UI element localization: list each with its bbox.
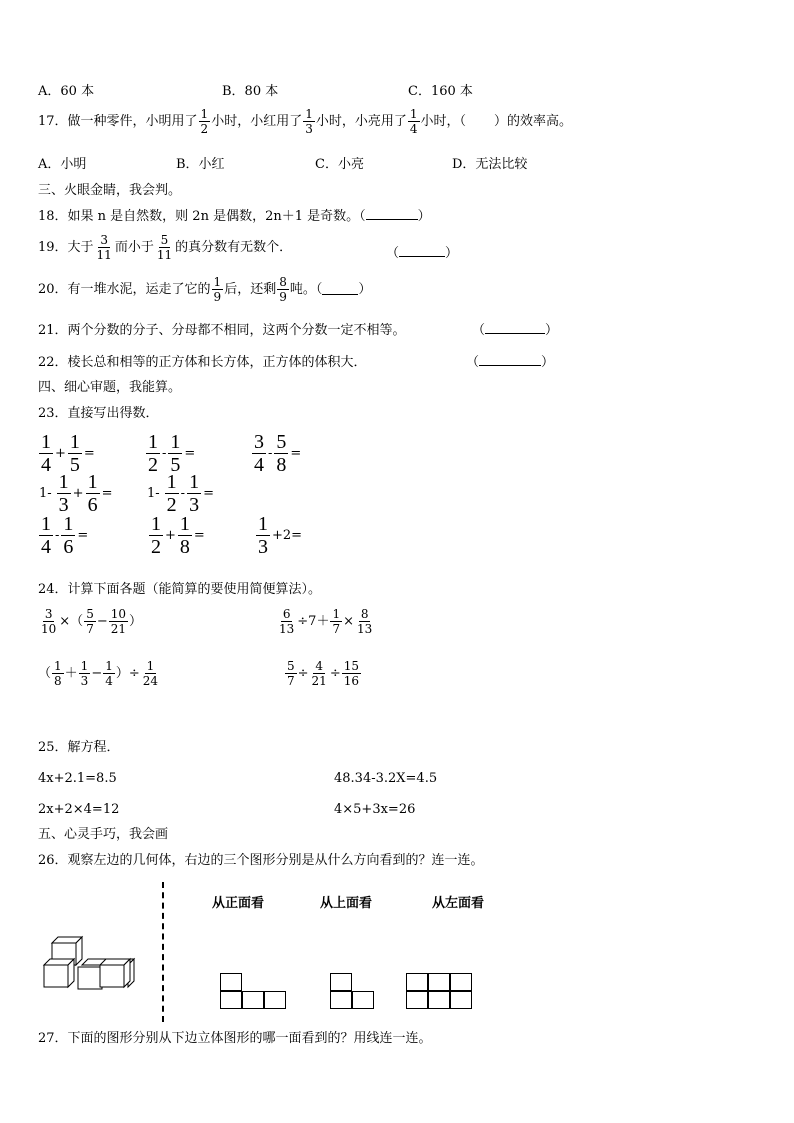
label-front-view: 从正面看 — [212, 896, 265, 911]
q17-frac-3: $\frac{1}{4}$ — [409, 107, 418, 136]
question-18 — [38, 210, 431, 223]
q24-problem-4: $\frac{5}{7}$ ÷ $\frac{4}{21}$ ÷ $\frac{15}{16}$ — [287, 659, 360, 688]
q24-problem-2: $\frac{6}{13}$ ÷7＋ $\frac{1}{7}$ × $\frac{8}{13}$ — [279, 607, 373, 636]
question-17 — [38, 108, 572, 135]
q22-answer: （ ） — [466, 355, 555, 370]
q19-lead: 19．大于 — [38, 240, 94, 255]
question-21-text: 21．两个分数的分子、分母都不相同，这两个分数一定不相等。 — [38, 323, 406, 338]
q17-lead: 17．做一种零件，小明用了 — [38, 114, 198, 129]
section-4-heading: 四、细心审题，我能算。 — [38, 380, 182, 395]
question-25-title: 25．解方程． — [38, 740, 120, 755]
view-figure-3[interactable] — [406, 973, 472, 1009]
q17-text-1: 小时，小红用了 — [211, 114, 303, 129]
label-top-view: 从上面看 — [320, 896, 373, 911]
question-22-text: 22．棱长总和相等的正方体和长方体，正方体的体积大． — [38, 355, 367, 370]
q25-equation-2: 48.34-3.2X=4.5 — [334, 771, 438, 786]
q19-frac-2: $\frac{5}{11}$ — [156, 233, 173, 262]
q16-option-c: C．160 本 — [408, 84, 473, 99]
q25-equation-4: 4×5+3x=26 — [334, 802, 416, 817]
q24-problem-3: （ $\frac{1}{8}$ ＋ $\frac{1}{3}$ − $\frac{1}{4}$ ）÷ $\frac{1}{24}$ — [38, 659, 159, 688]
q20-answer-blank[interactable] — [322, 294, 358, 295]
q20-tail: 吨。（ — [289, 282, 323, 297]
q17-frac-1: $\frac{1}{2}$ — [200, 107, 209, 136]
question-26-title: 26．观察左边的几何体，右边的三个图形分别是从什么方向看到的？连一连。 — [38, 853, 484, 868]
q16-option-b: B．80 本 — [222, 84, 279, 99]
q19-frac-1: $\frac{3}{11}$ — [96, 233, 112, 262]
q20-mid: 后，还剩 — [224, 282, 277, 297]
q23-expr-3: $\frac{3}{4}$ - $\frac{5}{8}$ = — [254, 431, 302, 476]
q24-problem-1: $\frac{3}{10}$ ×（ $\frac{5}{7}$ − $\frac{10}{21}$ ） — [41, 607, 143, 636]
question-24-title: 24．计算下面各题（能简算的要使用简便算法）。 — [38, 582, 322, 597]
q17-option-d: D．无法比较 — [452, 157, 528, 172]
q17-option-c: C．小亮 — [315, 157, 364, 172]
q19-answer-blank[interactable] — [399, 256, 445, 257]
q19-tail: 的真分数有无数个． — [175, 240, 293, 255]
q23-expr-6: $\frac{1}{4}$ - $\frac{1}{6}$ = — [41, 513, 89, 558]
q19-mid: 而小于 — [114, 240, 154, 255]
q22-answer-blank[interactable] — [479, 365, 541, 366]
label-left-view: 从左面看 — [432, 896, 485, 911]
q23-expr-4: 1- $\frac{1}{3}$ + $\frac{1}{6}$ = — [39, 471, 113, 516]
q19-answer: （ ） — [386, 246, 459, 261]
q20-close: ） — [358, 282, 372, 297]
q23-expr-5: 1- $\frac{1}{2}$ - $\frac{1}{3}$ = — [147, 471, 214, 516]
question-20 — [38, 276, 371, 303]
q17-frac-2: $\frac{1}{3}$ — [305, 107, 313, 136]
q25-equation-3: 2x+2×4=12 — [38, 802, 120, 817]
q18-answer-blank[interactable] — [366, 219, 418, 220]
view-figure-2[interactable] — [330, 973, 374, 1009]
q21-answer: （ ） — [472, 323, 559, 338]
q21-answer-blank[interactable] — [485, 333, 545, 334]
q17-option-a: A．小明 — [38, 157, 87, 172]
question-27-title: 27．下面的图形分别从下边立体图形的哪一面看到的？用线连一连。 — [38, 1031, 432, 1046]
view-figure-1[interactable] — [220, 973, 286, 1009]
q20-frac-1: $\frac{1}{9}$ — [213, 275, 222, 304]
q23-expr-1: $\frac{1}{4}$ + $\frac{1}{5}$ = — [41, 431, 95, 476]
q17-option-b: B．小红 — [176, 157, 225, 172]
q16-option-a: A．60 本 — [38, 84, 95, 99]
vertical-divider — [162, 882, 164, 1022]
q23-expr-8: $\frac{1}{3}$ +2= — [258, 513, 303, 558]
q18-text: 18．如果 n 是自然数，则 2n 是偶数，2n＋1 是奇数。（ — [38, 209, 366, 224]
q17-text-3: 小时，（ — [420, 114, 467, 129]
section-5-heading: 五、心灵手巧，我会画 — [38, 827, 169, 842]
section-3-heading: 三、火眼金睛，我会判。 — [38, 183, 182, 198]
q18-close: ） — [417, 209, 431, 224]
q20-lead: 20．有一堆水泥，运走了它的 — [38, 282, 211, 297]
question-19 — [38, 234, 292, 261]
q23-expr-7: $\frac{1}{2}$ + $\frac{1}{8}$ = — [151, 513, 205, 558]
q17-text-4: ）的效率高。 — [494, 114, 573, 129]
question-23-title: 23．直接写出得数． — [38, 406, 159, 421]
cube-solid-figure — [38, 935, 144, 999]
q25-equation-1: 4x+2.1=8.5 — [38, 771, 117, 786]
q23-expr-2: $\frac{1}{2}$ - $\frac{1}{5}$ = — [148, 431, 196, 476]
q20-frac-2: $\frac{8}{9}$ — [279, 275, 287, 304]
q17-text-2: 小时，小亮用了 — [315, 114, 407, 129]
